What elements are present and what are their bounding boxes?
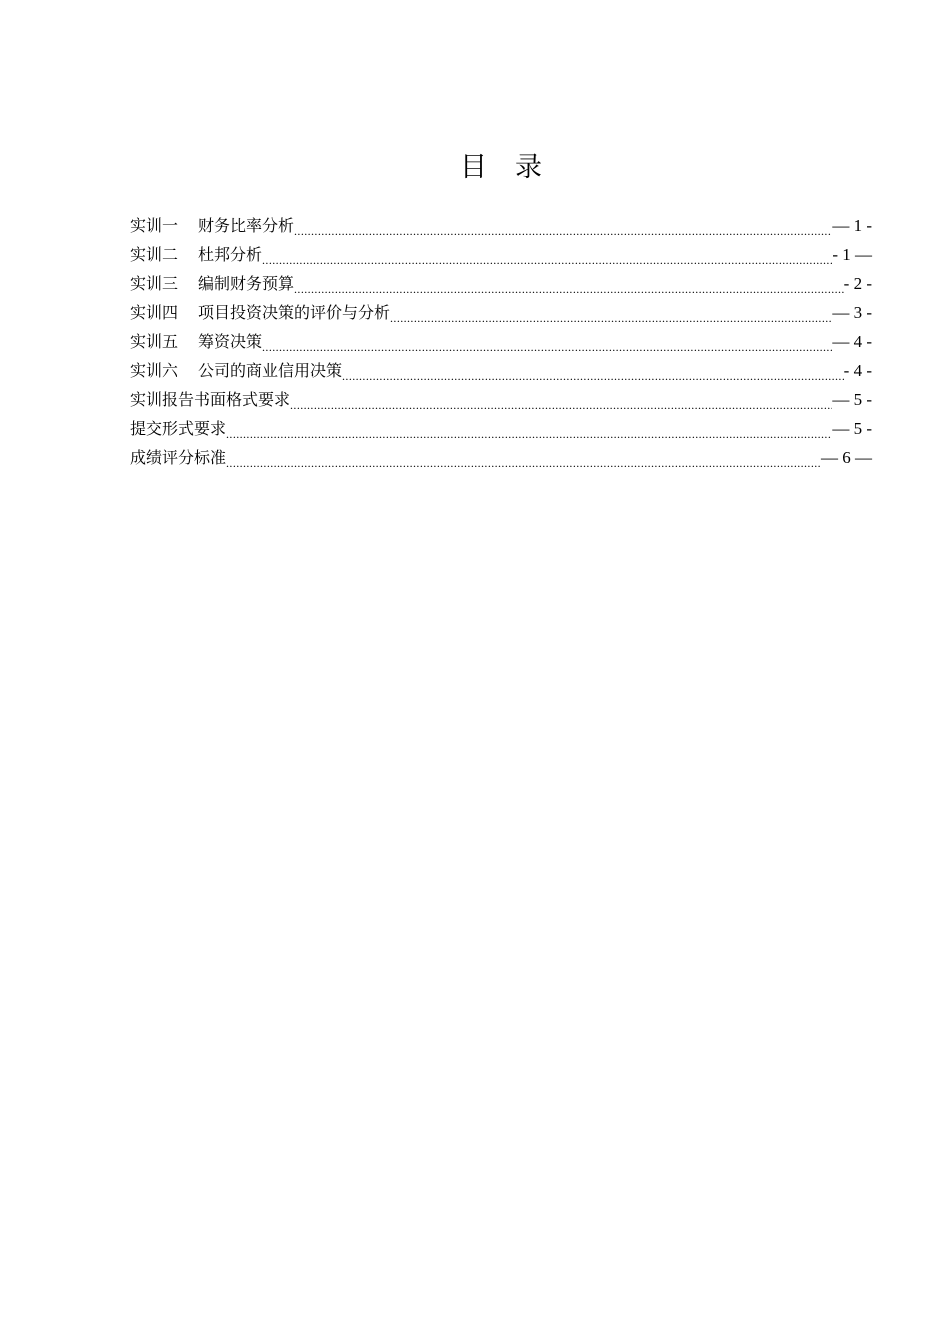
- toc-entry[interactable]: [130, 269, 872, 298]
- toc-entry-label: [130, 298, 390, 327]
- toc-entry-page: - 2 -: [843, 274, 872, 293]
- toc-entry[interactable]: [130, 414, 872, 443]
- toc-dot-leader: [290, 385, 832, 414]
- toc-entry-page: — 6 —: [821, 448, 872, 467]
- toc-entry[interactable]: [130, 356, 872, 385]
- toc-title: [0, 150, 950, 186]
- table-of-contents: [130, 211, 872, 472]
- toc-entry-text: 筹资决策: [198, 332, 263, 351]
- toc-entry-number: 实训五: [130, 332, 179, 351]
- toc-entry-page: — 4 -: [832, 332, 872, 351]
- toc-entry[interactable]: [130, 327, 872, 356]
- toc-entry[interactable]: [130, 240, 872, 269]
- toc-entry-page: - 4 -: [843, 361, 872, 380]
- toc-entry-text: 项目投资决策的评价与分析: [198, 303, 391, 322]
- toc-entry-text: 财务比率分析: [198, 216, 295, 235]
- toc-entry-number: 实训三: [130, 274, 179, 293]
- toc-title-part2: 录: [515, 152, 544, 183]
- toc-entry-number: 实训六: [130, 361, 179, 380]
- toc-entry-label: [130, 443, 226, 472]
- toc-entry-text: 编制财务预算: [198, 274, 295, 293]
- toc-entry-label: [130, 327, 262, 356]
- toc-entry-text: 成绩评分标准: [130, 448, 227, 467]
- toc-entry-text: 杜邦分析: [198, 245, 263, 264]
- toc-dot-leader: [294, 269, 844, 298]
- toc-dot-leader: [262, 240, 832, 269]
- toc-entry-text: 提交形式要求: [130, 419, 227, 438]
- toc-entry[interactable]: [130, 211, 872, 240]
- toc-entry-number: 实训一: [130, 216, 179, 235]
- toc-entry-number: 实训二: [130, 245, 179, 264]
- toc-entry-text: 公司的商业信用决策: [198, 361, 343, 380]
- toc-entry-page: — 5 -: [832, 390, 872, 409]
- toc-entry-page: - 1 —: [832, 245, 872, 264]
- toc-entry-label: [130, 356, 342, 385]
- toc-dot-leader: [390, 298, 832, 327]
- toc-dot-leader: [226, 414, 832, 443]
- toc-entry-label: [130, 211, 294, 240]
- toc-entry-label: [130, 414, 226, 443]
- toc-entry-label: [130, 269, 294, 298]
- toc-title-part1: 目: [460, 152, 489, 183]
- toc-entry-page: — 3 -: [832, 303, 872, 322]
- toc-entry-number: 实训四: [130, 303, 179, 322]
- toc-dot-leader: [262, 327, 832, 356]
- toc-entry-label: [130, 240, 262, 269]
- toc-entry[interactable]: [130, 385, 872, 414]
- toc-entry-text: 实训报告书面格式要求: [130, 390, 291, 409]
- toc-entry-page: — 5 -: [832, 419, 872, 438]
- toc-entry-label: [130, 385, 290, 414]
- toc-entry[interactable]: [130, 298, 872, 327]
- toc-dot-leader: [342, 356, 844, 385]
- toc-entry[interactable]: [130, 443, 872, 472]
- toc-dot-leader: [294, 211, 832, 240]
- toc-entry-page: — 1 -: [832, 216, 872, 235]
- toc-dot-leader: [226, 443, 821, 472]
